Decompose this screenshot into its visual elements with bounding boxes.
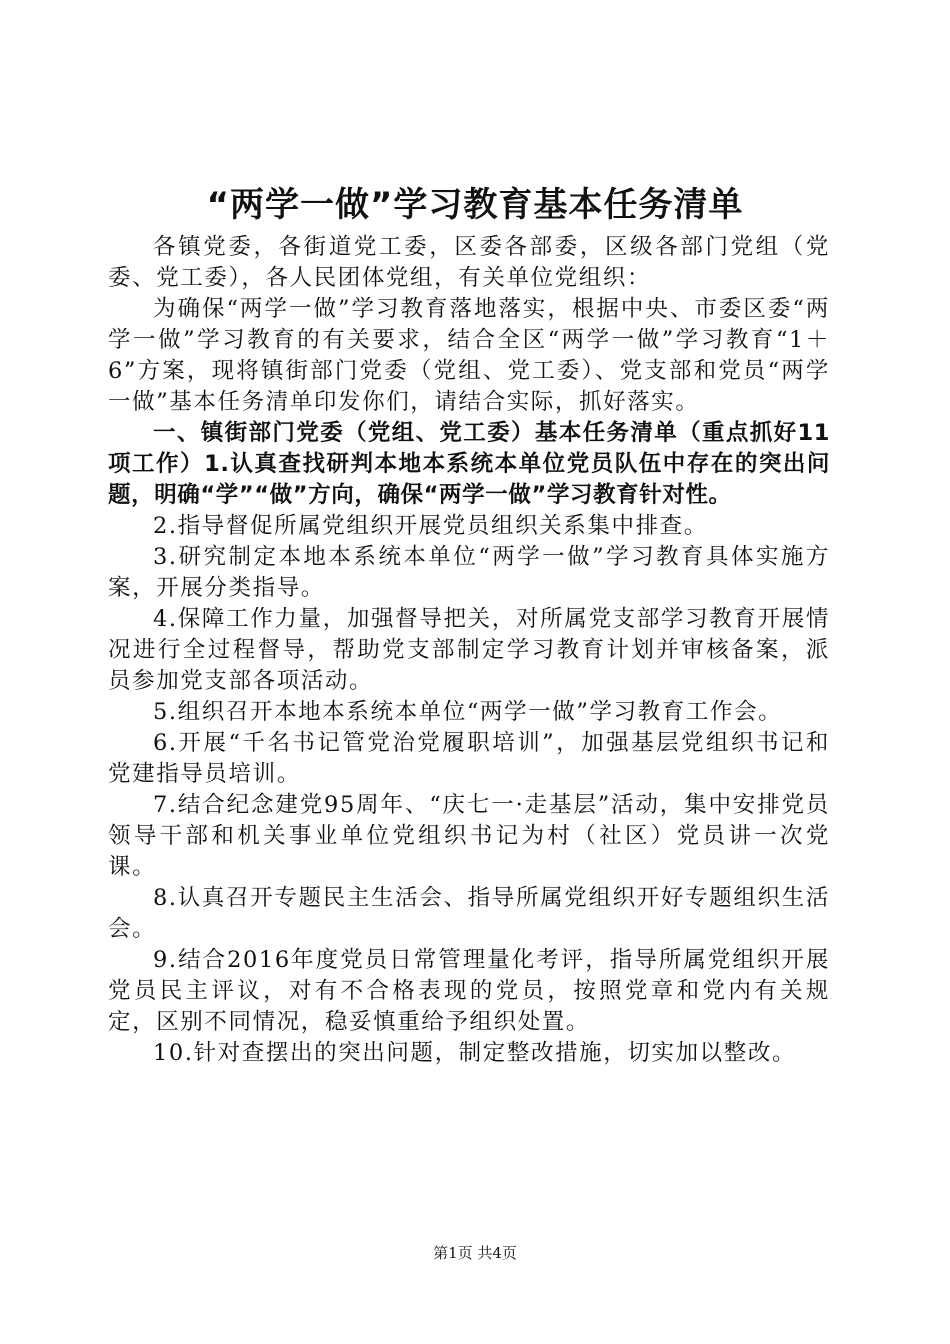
intro-paragraph: 为确保“两学一做”学习教育落地落实，根据中央、市委区委“两学一做”学习教育的有关要求，结合全区“两学一做”学习教育“1＋6”方案，现将镇街部门党委（党组、党工委）、党支部和党员“两学一做”基本任务清单印发你们，请结合实际，抓好落实。 — [108, 296, 830, 415]
task-item-4: 4.保障工作力量，加强督导把关，对所属党支部学习教育开展情况进行全过程督导，帮助党支部制定学习教育计划并审核备案，派员参加党支部各项活动。 — [108, 606, 830, 694]
task-item-9: 9.结合2016年度党员日常管理量化考评，指导所属党组织开展党员民主评议，对有不合格表现的党员，按照党章和党内有关规定，区别不同情况，稳妥慎重给予组织处置。 — [108, 947, 830, 1035]
task-item-6: 6.开展“千名书记管党治党履职培训”，加强基层党组织书记和党建指导员培训。 — [108, 730, 830, 787]
section-heading-paragraph: 一、镇街部门党委（党组、党工委）基本任务清单（重点抓好11项工作）1.认真查找研判本地本系统本单位党员队伍中存在的突出问题，明确“学”“做”方向，确保“两学一做”学习教育针对性。 — [108, 420, 830, 508]
addressee-paragraph: 各镇党委，各街道党工委，区委各部委，区级各部门党组（党委、党工委），各人民团体党组，有关单位党组织： — [108, 234, 830, 291]
document-title: “两学一做”学习教育基本任务清单 — [206, 185, 744, 225]
page-footer: 第1页 共4页 — [433, 1244, 517, 1262]
task-item-2: 2.指导督促所属党组织开展党员组织关系集中排查。 — [153, 513, 708, 539]
task-item-7: 7.结合纪念建党95周年、“庆七一·走基层”活动，集中安排党员领导干部和机关事业单位党组织书记为村（社区）党员讲一次党课。 — [108, 792, 830, 880]
document-body — [108, 232, 830, 1069]
task-item-3: 3.研究制定本地本系统本单位“两学一做”学习教育具体实施方案，开展分类指导。 — [108, 544, 830, 601]
task-item-5: 5.组织召开本地本系统本单位“两学一做”学习教育工作会。 — [153, 699, 783, 725]
task-item-8: 8.认真召开专题民主生活会、指导所属党组织开好专题组织生活会。 — [108, 885, 830, 942]
task-item-10: 10.针对查摆出的突出问题，制定整改措施，切实加以整改。 — [153, 1040, 797, 1066]
